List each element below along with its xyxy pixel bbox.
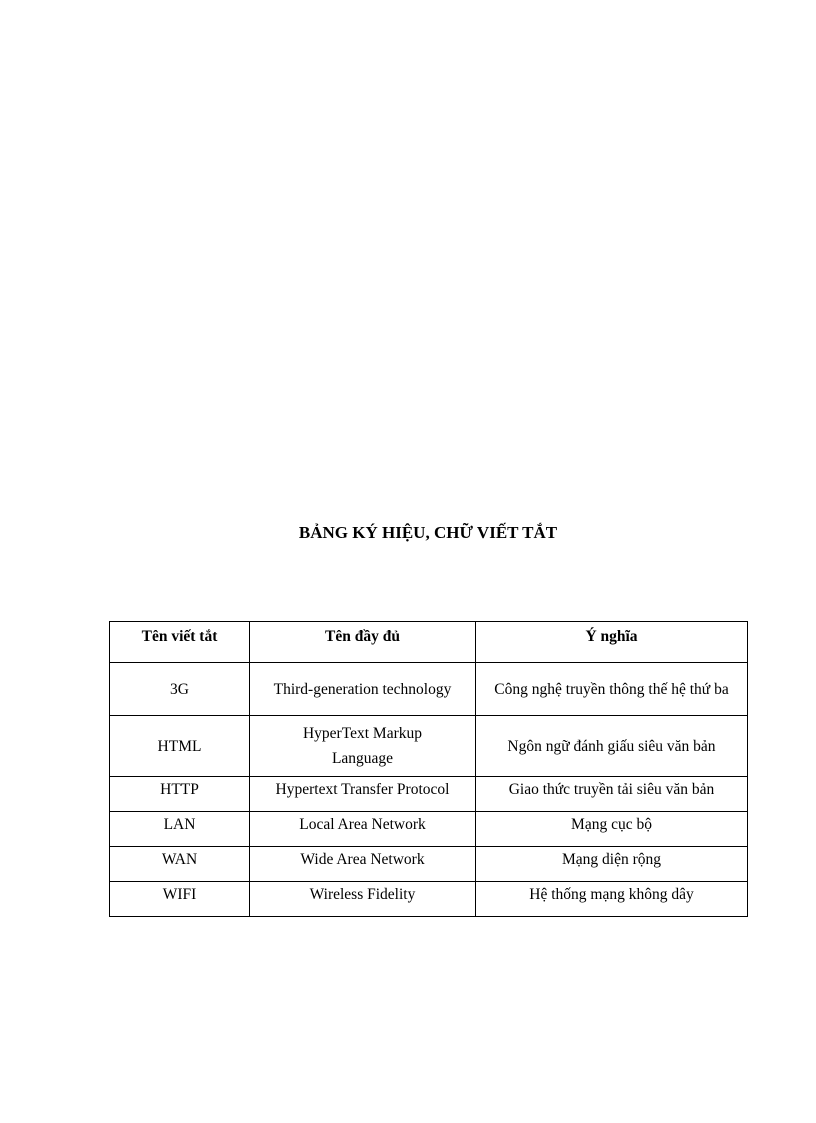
cell-abbreviation: HTTP [110, 777, 250, 812]
table-row [110, 847, 748, 882]
page-title: BẢNG KÝ HIỆU, CHỮ VIẾT TẮT [298, 523, 558, 542]
cell-full-name: Wireless Fidelity [250, 882, 476, 917]
table-row [110, 812, 748, 847]
table-row [110, 882, 748, 917]
cell-meaning: Công nghệ truyền thông thế hệ thứ ba [476, 663, 748, 716]
cell-full-name: Hypertext Transfer Protocol [250, 777, 476, 812]
cell-abbreviation: HTML [110, 716, 250, 777]
cell-full-name: Local Area Network [250, 812, 476, 847]
table-header-row [110, 622, 748, 663]
cell-meaning: Mạng cục bộ [476, 812, 748, 847]
cell-meaning: Giao thức truyền tải siêu văn bản [476, 777, 748, 812]
table-row [110, 777, 748, 812]
cell-abbreviation: LAN [110, 812, 250, 847]
table-row [110, 663, 748, 716]
cell-abbreviation: WIFI [110, 882, 250, 917]
cell-full-name: HyperText Markup Language [250, 716, 476, 777]
cell-full-name: Third-generation technology [250, 663, 476, 716]
header-meaning: Ý nghĩa [476, 622, 748, 663]
cell-meaning: Ngôn ngữ đánh giấu siêu văn bản [476, 716, 748, 777]
cell-meaning: Mạng diện rộng [476, 847, 748, 882]
cell-meaning: Hệ thống mạng không dây [476, 882, 748, 917]
header-full-name: Tên đầy đủ [250, 622, 476, 663]
cell-abbreviation: 3G [110, 663, 250, 716]
cell-full-name: Wide Area Network [250, 847, 476, 882]
table-row [110, 716, 748, 777]
header-abbreviation: Tên viết tắt [110, 622, 250, 663]
abbreviation-table [109, 621, 748, 917]
cell-abbreviation: WAN [110, 847, 250, 882]
